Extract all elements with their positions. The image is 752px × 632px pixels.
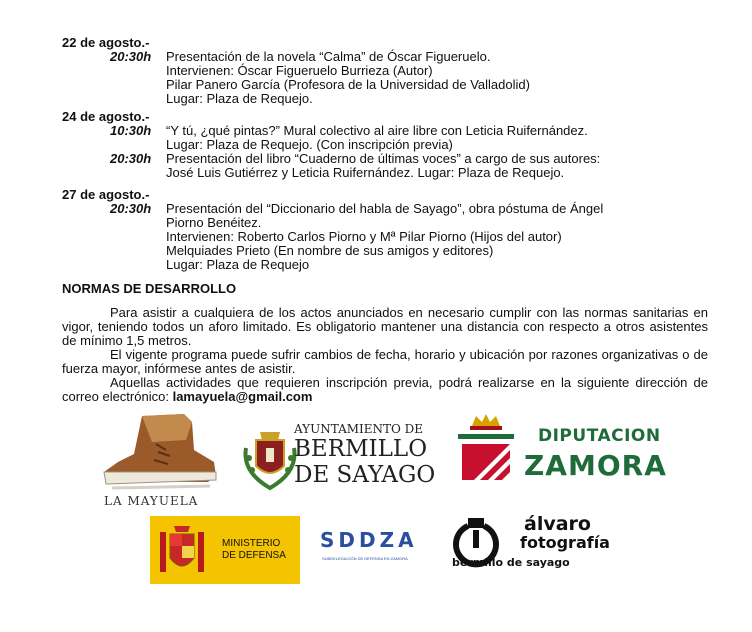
rules-paragraph: El vigente programa puede sufrir cambios de fecha, horario y ubicación por razones organizativas o de fuerza mayor, infórmese antes de asistir. xyxy=(62,347,708,376)
alvaro-text: álvaro xyxy=(524,513,591,535)
date-heading-24: 24 de agosto.- xyxy=(62,109,150,124)
rules-paragraph-text: Aquellas actividades que requieren inscripción previa, podrá realizarse en la siguiente dirección de correo electrónico: xyxy=(62,375,708,404)
event-line: Pilar Panero García (Profesora de la Universidad de Valladolid) xyxy=(166,77,530,92)
rules-paragraph: Para asistir a cualquiera de los actos anunciados en necesario cumplir con las normas sanitarias en vigor, teniendo todos un aforo limitado. Es obligatorio mantener una distancia con respecto a otros asistentes de mínimo 1,5 metros. xyxy=(62,305,708,348)
event-line: Lugar: Plaza de Requejo. (Con inscripción previa) xyxy=(166,137,453,152)
alvaro-fotografia-logo xyxy=(450,514,630,576)
diputacion-text: DIPUTACION xyxy=(538,426,661,446)
ministerio-line1: MINISTERIO xyxy=(222,538,281,549)
event-time: 20:30h xyxy=(110,201,152,216)
event-line: Piorno Benéitez. xyxy=(166,215,262,230)
crown-z-icon xyxy=(454,414,518,486)
ministerio-line2: DE DEFENSA xyxy=(222,550,286,561)
fotografia-text: fotografía xyxy=(520,533,610,552)
sddza-subtitle: SUBDELEGACIÓN DE DEFENSA EN ZAMORA xyxy=(322,556,408,561)
sddza-text: SDDZA xyxy=(320,528,418,552)
spain-coat-of-arms-icon xyxy=(158,520,206,580)
event-time: 20:30h xyxy=(110,49,152,64)
la-mayuela-logo xyxy=(96,410,222,510)
coat-of-arms-icon xyxy=(240,422,300,494)
la-mayuela-text: LA MAYUELA xyxy=(104,494,199,508)
ayuntamiento-line2: BERMILLO xyxy=(294,436,428,462)
event-time: 10:30h xyxy=(110,123,152,138)
event-line: Presentación de la novela “Calma” de Óscar Figueruelo. xyxy=(166,49,491,64)
zamora-text: ZAMORA xyxy=(524,449,667,482)
date-heading-27: 27 de agosto.- xyxy=(62,187,150,202)
rules-heading: NORMAS DE DESARROLLO xyxy=(62,281,237,296)
boot-icon xyxy=(96,410,222,496)
event-line: José Luis Gutiérrez y Leticia Ruifernández. Lugar: Plaza de Requejo. xyxy=(166,165,565,180)
date-heading-22: 22 de agosto.- xyxy=(62,35,150,50)
event-line: Intervienen: Óscar Figueruelo Burrieza (Autor) xyxy=(166,63,433,78)
diputacion-zamora-logo xyxy=(524,426,694,486)
event-line: Intervienen: Roberto Carlos Piorno y Mª Pilar Piorno (Hijos del autor) xyxy=(166,229,562,244)
contact-email[interactable]: lamayuela@gmail.com xyxy=(172,389,313,404)
ayuntamiento-line3: DE SAYAGO xyxy=(294,462,436,488)
zamora-emblem-logo xyxy=(454,414,518,486)
bermillo-text: bermillo de sayago xyxy=(452,556,570,569)
rules-paragraph xyxy=(62,376,708,404)
event-line: Lugar: Plaza de Requejo xyxy=(166,257,310,272)
event-line: Melquiades Prieto (En nombre de sus amigos y editores) xyxy=(166,243,494,258)
event-line: Lugar: Plaza de Requejo. xyxy=(166,91,313,106)
event-time: 20:30h xyxy=(110,151,152,166)
ayuntamiento-logo xyxy=(240,420,440,496)
event-line: Presentación del “Diccionario del habla de Sayago”, obra póstuma de Ángel xyxy=(166,201,604,216)
event-line: Presentación del libro “Cuaderno de últimas voces” a cargo de sus autores: xyxy=(166,151,601,166)
sddza-logo xyxy=(318,528,438,568)
event-line: “Y tú, ¿qué pintas?” Mural colectivo al aire libre con Leticia Ruifernández. xyxy=(166,123,588,138)
ayuntamiento-line1: AYUNTAMIENTO DE xyxy=(294,422,424,436)
ministerio-defensa-logo xyxy=(150,516,300,584)
